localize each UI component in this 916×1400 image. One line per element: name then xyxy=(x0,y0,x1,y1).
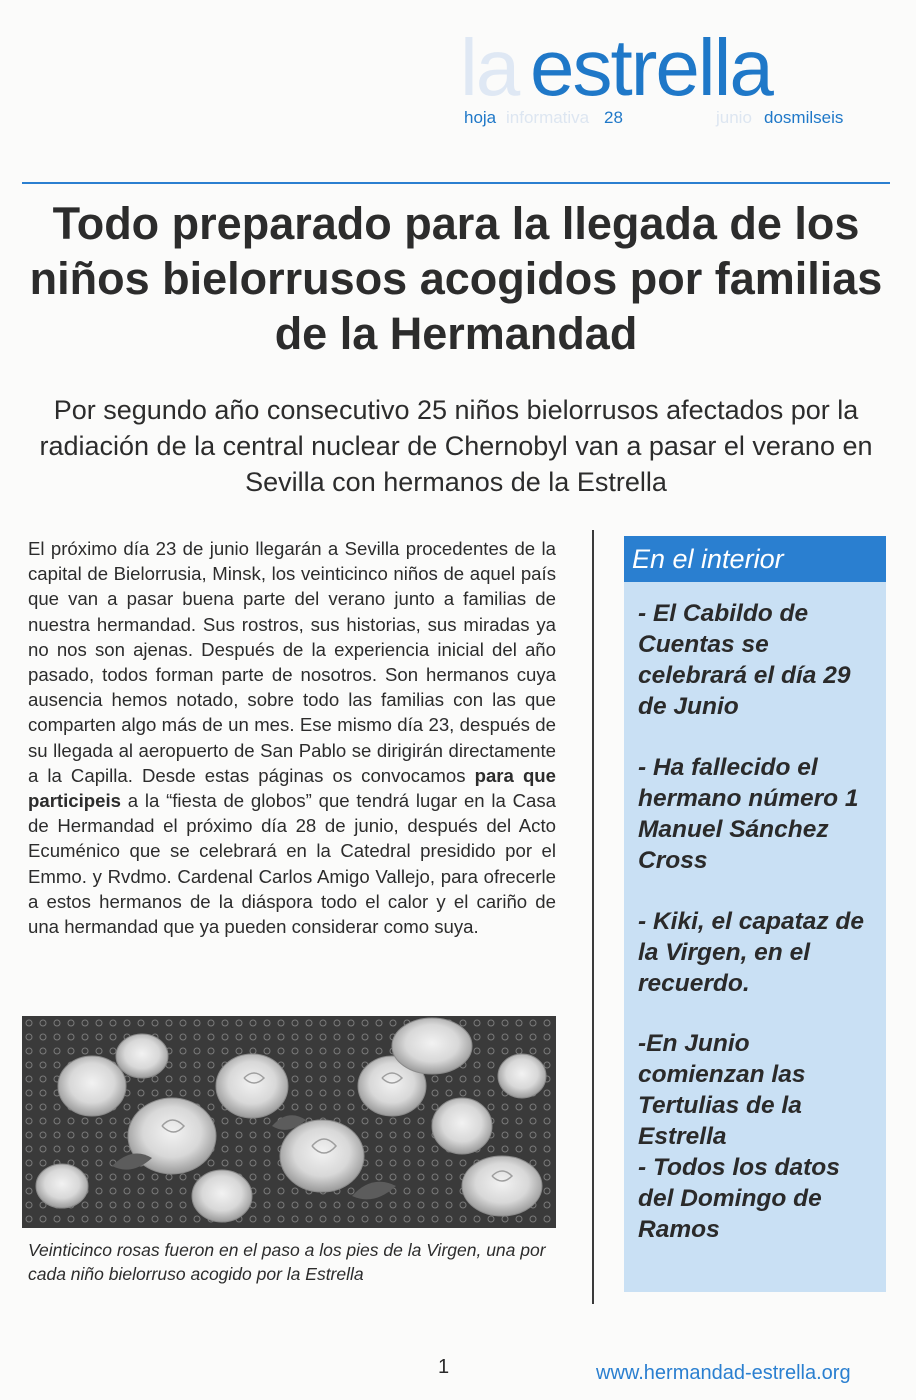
issue-month: junio xyxy=(716,108,752,127)
sidebar-item-tertulias: -En Junio comienzan las Tertulias de la Estrella xyxy=(638,1030,806,1150)
sidebar-item-kiki: - Kiki, el capataz de la Virgen, en el recuerdo. xyxy=(638,908,865,997)
issue-year: dosmilseis xyxy=(764,108,844,127)
masthead-informativa: informativa xyxy=(506,108,590,127)
masthead xyxy=(440,23,880,138)
sidebar-inside xyxy=(624,536,886,1292)
sidebar-item-domingo-ramos: - Todos los datos del Domingo de Ramos xyxy=(638,1154,840,1243)
article-body-bold: para que participeis xyxy=(28,764,556,812)
article-body-part1: El próximo día 23 de junio llegarán a Sevilla procedentes de la capital de Bielorrusia, Minsk, los veinticinco niños de aquel país que van a pasar buena parte del verano junto a familias de nuestra hermandad. Sus rostros, sus historias, sus miradas ya no nos son ajenas. Después de la experiencia inicial del año pasado, todos forman parte de nosotros. Son hermanos cuya ausencia hemos notado, sobre todo las familias con las que comparten algo más de un mes. Ese mismo día 23, después de su llegada al aeropuerto de San Pablo se dirigirán directamente a la Capilla. Desde estas páginas os convocamos xyxy=(28,538,556,786)
sidebar-title: En el interior xyxy=(624,536,886,582)
photo-caption: Veinticinco rosas fueron en el paso a los pies de la Virgen, una por cada niño bielorruso acogido por la Estrella xyxy=(28,1240,546,1284)
article-body-part2: a la “fiesta de globos” que tendrá lugar en la Casa de Hermandad el próximo día 28 de junio, después del Acto Ecuménico que se celebrará en la Catedral presidido por el Emmo. y Rvdmo. Cardenal Carlos Amigo Vallejo, para ofrecerle a estos hermanos de la diáspora todo el calor y el cariño de una hermandad que ya pueden considerar como suya. xyxy=(28,790,556,938)
sidebar-item-cabildo: - El Cabildo de Cuentas se celebrará el día 29 de Junio xyxy=(638,600,851,720)
column-divider xyxy=(592,530,594,1304)
roses-photo xyxy=(22,1016,556,1228)
sidebar-item-fallecido: - Ha fallecido el hermano número 1 Manuel Sánchez Cross xyxy=(638,754,859,874)
masthead-la: la xyxy=(460,23,519,112)
roses-illustration xyxy=(22,1016,556,1228)
header-divider xyxy=(22,182,890,184)
masthead-title: estrella xyxy=(530,23,772,112)
website-link[interactable]: www.hermandad-estrella.org xyxy=(596,1362,851,1384)
issue-number: 28 xyxy=(604,108,623,127)
page-number: 1 xyxy=(438,1356,450,1378)
headline: Todo preparado para la llegada de los niños bielorrusos acogidos por familias de la Hermandad xyxy=(29,198,883,359)
article-body xyxy=(28,536,556,939)
subheadline: Por segundo año consecutivo 25 niños bielorrusos afectados por la radiación de la central nuclear de Chernobyl van a pasar el verano en Sevilla con hermanos de la Estrella xyxy=(39,395,873,497)
masthead-hoja: hoja xyxy=(464,108,497,127)
